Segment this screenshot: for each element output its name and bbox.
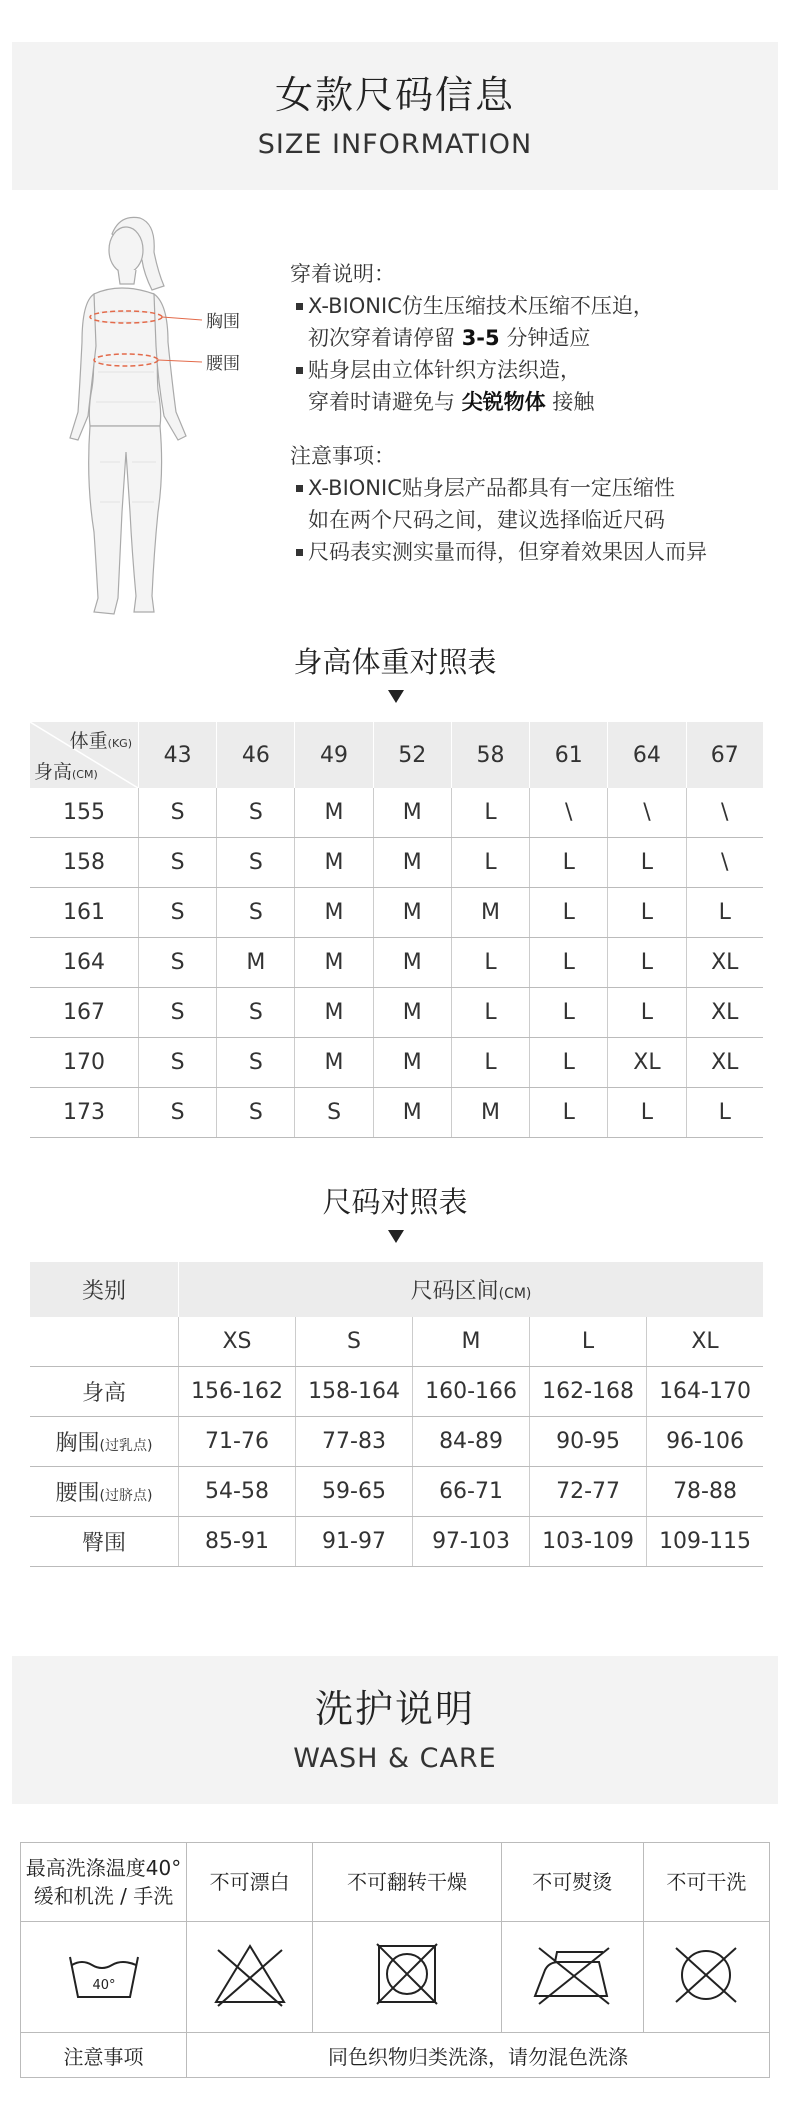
weight-header: 49 xyxy=(295,722,373,788)
size-cell: L xyxy=(451,788,529,838)
range-cell: 66-71 xyxy=(413,1467,530,1517)
weight-header: 61 xyxy=(530,722,608,788)
size-cell: M xyxy=(295,938,373,988)
wearing-notes xyxy=(290,258,770,568)
range-cell: 84-89 xyxy=(413,1417,530,1467)
range-cell: 96-106 xyxy=(647,1417,763,1467)
size-cell: XL xyxy=(686,938,763,988)
size-cell: L xyxy=(451,1038,529,1088)
bullet-icon xyxy=(290,536,308,568)
range-cell: 90-95 xyxy=(530,1417,647,1467)
care-title: 洗护说明 xyxy=(314,1687,475,1731)
size-cell: L xyxy=(530,1038,608,1088)
note-line: 如在两个尺码之间，建议选择临近尺码 xyxy=(308,508,665,532)
page-title: 女款尺码信息 xyxy=(274,73,515,117)
wash-care-banner xyxy=(12,1656,778,1804)
size-chart-table xyxy=(30,1262,763,1567)
size-cell: \ xyxy=(686,788,763,838)
size-cell: S xyxy=(139,988,217,1038)
waist-label: 腰围 xyxy=(206,354,240,374)
table-row xyxy=(30,1467,763,1517)
size-cell: S xyxy=(139,938,217,988)
range-cell: 59-65 xyxy=(296,1467,413,1517)
wash-40-icon xyxy=(21,1922,187,2033)
note-line: 穿着时请避免与 尖锐物体 接触 xyxy=(308,390,595,414)
size-header: S xyxy=(296,1317,413,1367)
wash-temp-label: 40° xyxy=(91,1977,116,1993)
range-cell: 164-170 xyxy=(647,1367,763,1417)
no-dry-clean-icon xyxy=(643,1922,769,2033)
height-weight-table xyxy=(30,722,763,1138)
size-chart-title: 尺码对照表 xyxy=(322,1185,468,1219)
size-cell: \ xyxy=(608,788,686,838)
size-cell: M xyxy=(295,888,373,938)
note-line: 初次穿着请停留 3-5 分钟适应 xyxy=(308,326,591,350)
range-cell: 85-91 xyxy=(179,1517,296,1567)
care-label: 不可熨烫 xyxy=(501,1843,643,1922)
table-header-row xyxy=(30,722,763,788)
size-cell: S xyxy=(139,788,217,838)
size-cell: \ xyxy=(530,788,608,838)
height-cell: 164 xyxy=(30,938,139,988)
care-subtitle: WASH & CARE xyxy=(293,1743,497,1774)
body-figure xyxy=(60,212,270,622)
height-cell: 161 xyxy=(30,888,139,938)
note-line: X-BIONIC贴身层产品都具有一定压缩性 xyxy=(308,476,675,500)
no-iron-icon xyxy=(501,1922,643,2033)
measure-name-cell: 臀围 xyxy=(30,1517,179,1567)
size-cell: M xyxy=(373,988,451,1038)
weight-header: 67 xyxy=(686,722,763,788)
corner-header: 体重(KG) 身高(CM) xyxy=(30,722,139,788)
size-cell: L xyxy=(530,988,608,1038)
size-cell: S xyxy=(295,1088,373,1138)
no-bleach-icon xyxy=(187,1922,313,2033)
height-cell: 170 xyxy=(30,1038,139,1088)
triangle-down-icon xyxy=(388,690,404,703)
size-cell: XL xyxy=(686,1038,763,1088)
note-item xyxy=(290,354,770,418)
size-cell: L xyxy=(530,838,608,888)
measure-name-cell: 胸围(过乳点) xyxy=(30,1417,179,1467)
size-cell: L xyxy=(530,938,608,988)
measure-name-cell: 身高 xyxy=(30,1367,179,1417)
range-cell: 109-115 xyxy=(647,1517,763,1567)
size-cell: XL xyxy=(608,1038,686,1088)
range-header: 尺码区间(CM) xyxy=(179,1262,764,1317)
range-cell: 77-83 xyxy=(296,1417,413,1467)
size-cell: L xyxy=(530,888,608,938)
size-cell: M xyxy=(373,838,451,888)
size-cell: L xyxy=(530,1088,608,1138)
range-cell: 97-103 xyxy=(413,1517,530,1567)
size-cell: M xyxy=(217,938,295,988)
category-header: 类别 xyxy=(30,1262,179,1317)
range-cell: 162-168 xyxy=(530,1367,647,1417)
range-cell: 54-58 xyxy=(179,1467,296,1517)
range-cell: 91-97 xyxy=(296,1517,413,1567)
weight-header: 46 xyxy=(217,722,295,788)
size-cell: L xyxy=(608,1088,686,1138)
range-cell: 78-88 xyxy=(647,1467,763,1517)
weight-header: 43 xyxy=(139,722,217,788)
note-line: X-BIONIC仿生压缩技术压缩不压迫， xyxy=(308,294,654,318)
care-table xyxy=(20,1842,770,2078)
note-item xyxy=(290,472,770,536)
size-cell: S xyxy=(139,1088,217,1138)
size-cell: M xyxy=(373,1088,451,1138)
no-tumble-dry-icon xyxy=(313,1922,502,2033)
size-header: L xyxy=(530,1317,647,1367)
table-row xyxy=(30,1417,763,1467)
size-cell: M xyxy=(373,788,451,838)
care-label: 不可翻转干燥 xyxy=(313,1843,502,1922)
size-cell: L xyxy=(686,888,763,938)
table-row xyxy=(30,1088,763,1138)
table-row xyxy=(30,888,763,938)
table-row xyxy=(30,1038,763,1088)
weight-header: 52 xyxy=(373,722,451,788)
size-cell: S xyxy=(139,1038,217,1088)
size-cell: L xyxy=(608,888,686,938)
range-cell: 71-76 xyxy=(179,1417,296,1467)
note-line: 贴身层由立体针织方法织造， xyxy=(308,358,581,382)
female-figure-illustration xyxy=(60,212,270,622)
bullet-icon xyxy=(290,290,308,354)
size-cell: S xyxy=(139,838,217,888)
table-row xyxy=(30,988,763,1038)
wearing-title: 穿着说明： xyxy=(290,262,395,286)
height-weight-title: 身高体重对照表 xyxy=(293,645,497,679)
height-cell: 173 xyxy=(30,1088,139,1138)
page-subtitle: SIZE INFORMATION xyxy=(257,129,533,160)
bullet-icon xyxy=(290,354,308,418)
size-cell: S xyxy=(217,1038,295,1088)
height-cell: 155 xyxy=(30,788,139,838)
care-label: 不可漂白 xyxy=(187,1843,313,1922)
size-cell: S xyxy=(217,788,295,838)
care-label: 最高洗涤温度40° 缓和机洗 / 手洗 xyxy=(21,1843,187,1922)
size-cell: L xyxy=(686,1088,763,1138)
weight-label: 体重 xyxy=(69,730,108,752)
chest-label: 胸围 xyxy=(206,312,240,332)
size-cell: M xyxy=(295,1038,373,1088)
size-cell: M xyxy=(451,1088,529,1138)
size-header: XS xyxy=(179,1317,296,1367)
table-row xyxy=(30,1517,763,1567)
table-row xyxy=(30,838,763,888)
size-cell: M xyxy=(451,888,529,938)
note-item xyxy=(290,290,770,354)
size-cell: M xyxy=(295,988,373,1038)
bullet-icon xyxy=(290,472,308,536)
size-info-banner xyxy=(12,42,778,190)
size-cell: L xyxy=(451,938,529,988)
height-label: 身高 xyxy=(34,761,73,783)
size-cell: S xyxy=(217,838,295,888)
range-cell: 156-162 xyxy=(179,1367,296,1417)
size-cell: M xyxy=(373,888,451,938)
measure-name-cell: 腰围(过脐点) xyxy=(30,1467,179,1517)
range-cell: 72-77 xyxy=(530,1467,647,1517)
size-cell: M xyxy=(295,788,373,838)
range-cell: 103-109 xyxy=(530,1517,647,1567)
size-cell: L xyxy=(451,988,529,1038)
size-cell: M xyxy=(373,1038,451,1088)
range-cell: 160-166 xyxy=(413,1367,530,1417)
size-cell: S xyxy=(217,988,295,1038)
weight-header: 58 xyxy=(451,722,529,788)
size-cell: S xyxy=(217,888,295,938)
size-cell: S xyxy=(139,888,217,938)
weight-header: 64 xyxy=(608,722,686,788)
size-cell: M xyxy=(373,938,451,988)
table-row xyxy=(30,1367,763,1417)
table-row xyxy=(30,938,763,988)
range-cell: 158-164 xyxy=(296,1367,413,1417)
care-footer-text: 同色织物归类洗涤，请勿混色洗涤 xyxy=(187,2033,770,2078)
size-cell: L xyxy=(608,938,686,988)
caution-title: 注意事项： xyxy=(290,444,395,468)
size-row xyxy=(30,1317,763,1367)
size-cell: L xyxy=(608,838,686,888)
size-cell: XL xyxy=(686,988,763,1038)
size-cell: M xyxy=(295,838,373,888)
size-cell: S xyxy=(217,1088,295,1138)
size-cell: \ xyxy=(686,838,763,888)
size-cell: L xyxy=(451,838,529,888)
size-header: M xyxy=(413,1317,530,1367)
triangle-down-icon xyxy=(388,1230,404,1243)
height-cell: 158 xyxy=(30,838,139,888)
note-line: 尺码表实测实量而得，但穿着效果因人而异 xyxy=(308,540,707,564)
care-footer-label: 注意事项 xyxy=(21,2033,187,2078)
size-header: XL xyxy=(647,1317,763,1367)
height-cell: 167 xyxy=(30,988,139,1038)
table-header-row xyxy=(30,1262,763,1317)
note-item xyxy=(290,536,770,568)
care-label: 不可干洗 xyxy=(643,1843,769,1922)
size-cell: L xyxy=(608,988,686,1038)
table-row xyxy=(30,788,763,838)
